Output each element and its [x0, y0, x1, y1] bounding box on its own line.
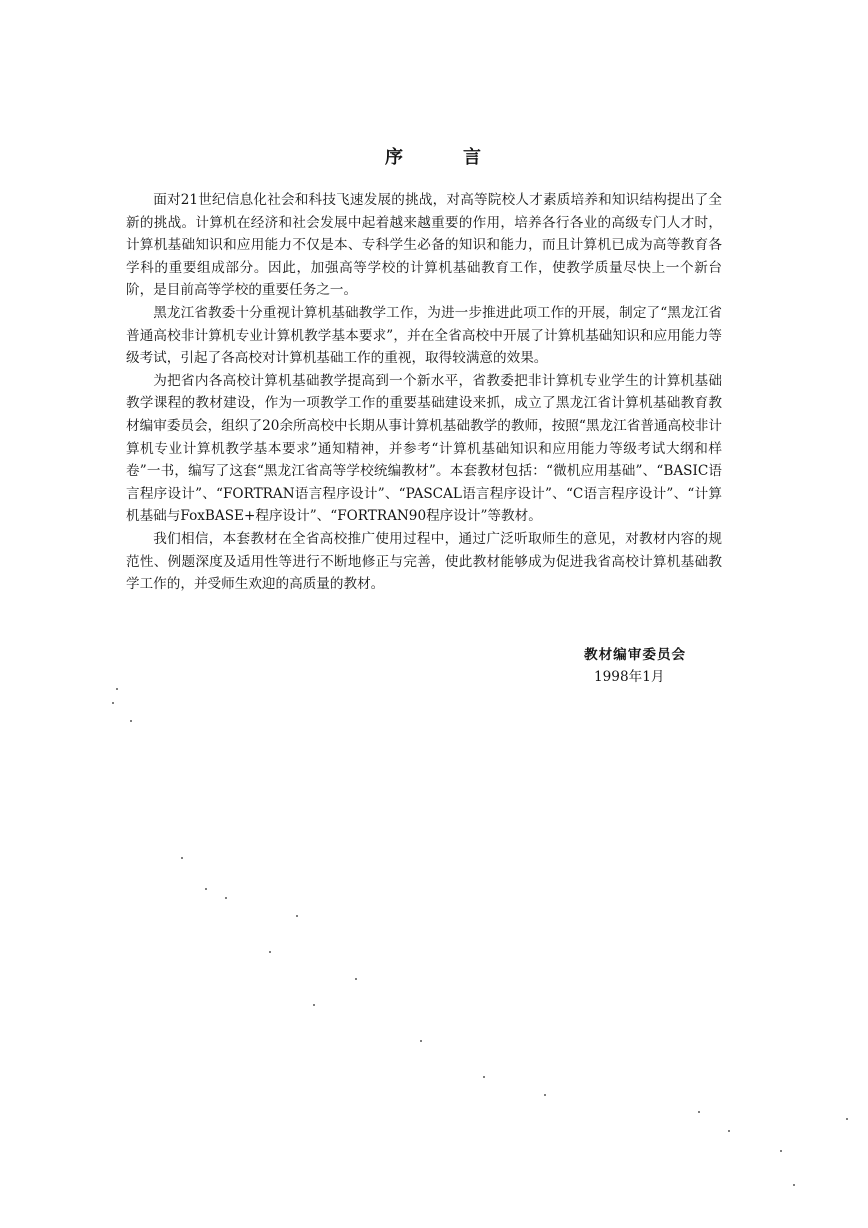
scan-speck	[116, 688, 118, 690]
paragraph-2: 黑龙江省教委十分重视计算机基础教学工作，为进一步推进此项工作的开展，制定了“黑龙江省普通高校非计算机专业计算机教学基本要求”，并在全省高校中开展了计算机基础知识和应用能力等级考试，引起了各高校对计算机基础工作的重视，取得较满意的效果。	[126, 304, 722, 367]
signature-date: 1998年1月	[594, 669, 665, 685]
scan-speck	[181, 857, 183, 859]
scan-speck	[698, 1111, 700, 1113]
preface-body	[126, 189, 722, 596]
paragraph-1: 面对21世纪信息化社会和科技飞速发展的挑战，对高等院校人才素质培养和知识结构提出了全新的挑战。计算机在经济和社会发展中起着越来越重要的作用，培养各行各业的高级专门人才时，计算机基础知识和应用能力不仅是本、专科学生必备的知识和能力，而且计算机已成为高等教育各学科的重要组成部分。因此，加强高等学校的计算机基础教育工作，使教学质量尽快上一个新台阶，是目前高等学校的重要任务之一。	[126, 192, 722, 299]
scan-speck	[313, 1004, 315, 1006]
page-title	[0, 143, 868, 169]
scan-speck	[225, 897, 227, 899]
scan-speck	[112, 702, 114, 704]
scan-speck	[205, 888, 207, 890]
scan-speck	[130, 720, 132, 722]
title-char-1: 序	[385, 147, 405, 168]
scan-speck	[483, 1076, 485, 1078]
scan-speck	[846, 1118, 848, 1120]
scan-speck	[269, 951, 271, 953]
signature-organization: 教材编审委员会	[584, 647, 687, 663]
paragraph-4: 我们相信，本套教材在全省高校推广使用过程中，通过广泛听取师生的意见，对教材内容的规范性、例题深度及适用性等进行不断地修正与完善，使此教材能够成为促进我省高校计算机基础教学工作的，并受师生欢迎的高质量的教材。	[126, 530, 722, 593]
signature-block	[584, 644, 724, 688]
paragraph-3: 为把省内各高校计算机基础教学提高到一个新水平，省教委把非计算机专业学生的计算机基础教学课程的教材建设，作为一项教学工作的重要基础建设来抓，成立了黑龙江省计算机基础教育教材编审委员会，组织了20余所高校中长期从事计算机基础教学的教师，按照“黑龙江省普通高校非计算机专业计算机教学基本要求”通知精神，并参考“计算机基础知识和应用能力等级考试大纲和样卷”一书，编写了这套“黑龙江省高等学校统编教材”。本套教材包括：“微机应用基础”、“BASIC语言程序设计”、“FORTRAN语言程序设计”、“PASCAL语言程序设计”、“C语言程序设计”、“计算机基础与FoxBASE+程序设计”、“FORTRAN90程序设计”等教材。	[126, 372, 722, 525]
scan-speck	[728, 1130, 730, 1132]
scan-speck	[420, 1040, 422, 1042]
scan-speck	[793, 1184, 795, 1186]
title-char-2: 言	[463, 147, 483, 168]
scan-speck	[296, 915, 298, 917]
scan-speck	[355, 978, 357, 980]
scan-speck	[544, 1094, 546, 1096]
scan-speck	[780, 1150, 782, 1152]
